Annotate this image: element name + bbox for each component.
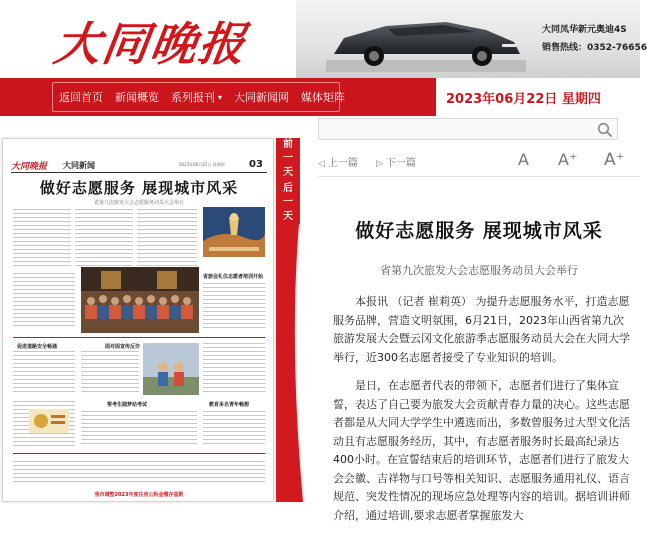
nav-news-site-label: 大同新闻网: [234, 91, 290, 104]
ad-dealer-name: 大同凤华新元奥迪4S: [542, 25, 627, 35]
paper-box-title[interactable]: 面对面宣传反诈: [105, 344, 141, 350]
prev-article-label: 上一篇: [327, 158, 358, 169]
paper-photo-crowd[interactable]: [81, 267, 199, 333]
article-paragraph: 本报讯 （记者 崔莉英） 为提升志愿服务水平，打造志愿服务品牌，营造文明氛围，6月21日，2023年山西省第九次旅游发展大会暨云冈文化旅游季志愿服务动员大会在大同大学举行，近300名志愿者接受了专业知识的培训。: [333, 295, 630, 364]
badge-image: [29, 409, 69, 433]
paper-masthead: [11, 159, 267, 173]
paper-photo-badge[interactable]: [29, 409, 69, 433]
paper-text-block[interactable]: [81, 351, 139, 395]
arrow-left-icon: ◁: [318, 159, 325, 169]
paper-page-number: 03: [249, 159, 263, 170]
current-date: 2023年06月22日 星期四: [446, 91, 601, 107]
small-photo-image: [143, 343, 199, 395]
poster-image: [203, 207, 265, 257]
article-paragraph: 是日，在志愿者代表的带领下，志愿者们进行了集体宣誓，表达了自己要为旅发大会贡献青春力量的决心。这些志愿者都是从大同大学学生中遴选而出，多数曾服务过大型文化活动且有志愿服务经历，其中，有志愿者服务时长最高纪录达400小时。在宣誓结束后的培训环节，志愿者们进行了旅发大会会徽、吉祥物与口号等相关知识、志愿服务通用礼仪、语言规范、突发性情况的现场应急处理等内容的培训。据培训讲师介绍，通过培训,要求志愿者掌握旅发大: [333, 379, 630, 522]
paper-text-block[interactable]: [13, 209, 71, 269]
paper-section: 大同新闻: [63, 161, 95, 170]
ad-banner[interactable]: [296, 0, 647, 78]
paper-text-block[interactable]: [75, 209, 133, 269]
font-large-button[interactable]: A⁺: [558, 150, 578, 169]
nav-overview[interactable]: [109, 83, 165, 111]
paper-text-block[interactable]: [203, 343, 265, 395]
decorative-curve: [276, 224, 312, 502]
paper-box-title[interactable]: 教育多名青年畅想: [209, 402, 250, 408]
next-day-char[interactable]: 后: [283, 183, 293, 194]
paper-headline[interactable]: 做好志愿服务 展现城市风采: [39, 179, 239, 197]
font-small-button[interactable]: A: [518, 150, 529, 169]
paper-text-block[interactable]: [13, 273, 75, 329]
newspaper-page-image[interactable]: [2, 138, 274, 502]
paper-text-block[interactable]: [13, 351, 75, 395]
paper-text-block[interactable]: [137, 209, 197, 269]
paper-photo-poster[interactable]: [203, 207, 265, 257]
arrow-right-icon: ▷: [376, 159, 383, 169]
prev-day-char[interactable]: 一: [283, 153, 293, 164]
article-subtitle: 省第九次旅发大会志愿服务动员大会举行: [380, 264, 578, 277]
next-day-char[interactable]: 一: [283, 197, 293, 208]
paper-box-title[interactable]: 促进道路安全畅通: [17, 344, 58, 350]
paper-divider: [13, 337, 265, 338]
site-header: [0, 0, 647, 78]
nav-home-label: 返回首页: [59, 91, 103, 104]
site-logo[interactable]: 大同晚报: [50, 17, 251, 71]
nav-news-site[interactable]: [228, 83, 295, 111]
chevron-down-icon: ▾: [218, 92, 223, 102]
day-navigation-tab[interactable]: [276, 138, 300, 224]
next-article-button[interactable]: [376, 154, 416, 169]
search-input[interactable]: [318, 118, 618, 140]
prev-day-char[interactable]: 天: [283, 167, 293, 178]
article-title: 做好志愿服务 展现城市风采: [355, 220, 603, 242]
next-article-label: 下一篇: [385, 158, 416, 169]
font-larger-button[interactable]: A⁺: [604, 150, 625, 170]
ad-hotline: 销售热线：0352-76656: [542, 43, 647, 53]
paper-text-block[interactable]: [13, 461, 265, 485]
article-toolbar: [318, 150, 640, 174]
nav-home[interactable]: [53, 83, 109, 111]
nav-series-label: 系列报刊: [171, 91, 215, 104]
paper-box-title[interactable]: 帮考生圆梦站考试: [107, 402, 148, 408]
paper-logo: 大同晚报: [11, 162, 48, 172]
nav-media-matrix[interactable]: [295, 83, 351, 111]
article-body: [333, 293, 631, 535]
nav-series-dropdown[interactable]: [165, 83, 228, 111]
crowd-image: [81, 267, 199, 333]
paper-bottom-headline[interactable]: 我市调整2023年度住房公积金缴存基数: [94, 492, 184, 498]
nav-menu: [52, 82, 346, 112]
nav-media-matrix-label: 媒体矩阵: [301, 91, 346, 104]
paper-divider: [13, 453, 265, 454]
paper-date: 2023年06月22日 星期四: [179, 162, 225, 167]
paper-box-title[interactable]: 省旅会礼仪志愿者培训开始: [203, 274, 264, 280]
paper-subtitle: 省第九次旅发大会志愿服务动员大会举行: [93, 200, 184, 206]
paper-photo-small[interactable]: [143, 343, 199, 395]
car-ad-image: [326, 8, 526, 72]
paper-text-block[interactable]: [203, 411, 265, 447]
next-day-char[interactable]: 天: [283, 211, 293, 222]
paper-text-block[interactable]: [81, 411, 197, 447]
search-icon[interactable]: [597, 122, 613, 138]
prev-day-char[interactable]: 前: [283, 139, 293, 150]
paper-text-block[interactable]: [203, 283, 265, 331]
toolbar-divider: [318, 176, 640, 177]
prev-article-button[interactable]: [318, 154, 358, 169]
nav-overview-label: 新闻概览: [115, 91, 159, 104]
